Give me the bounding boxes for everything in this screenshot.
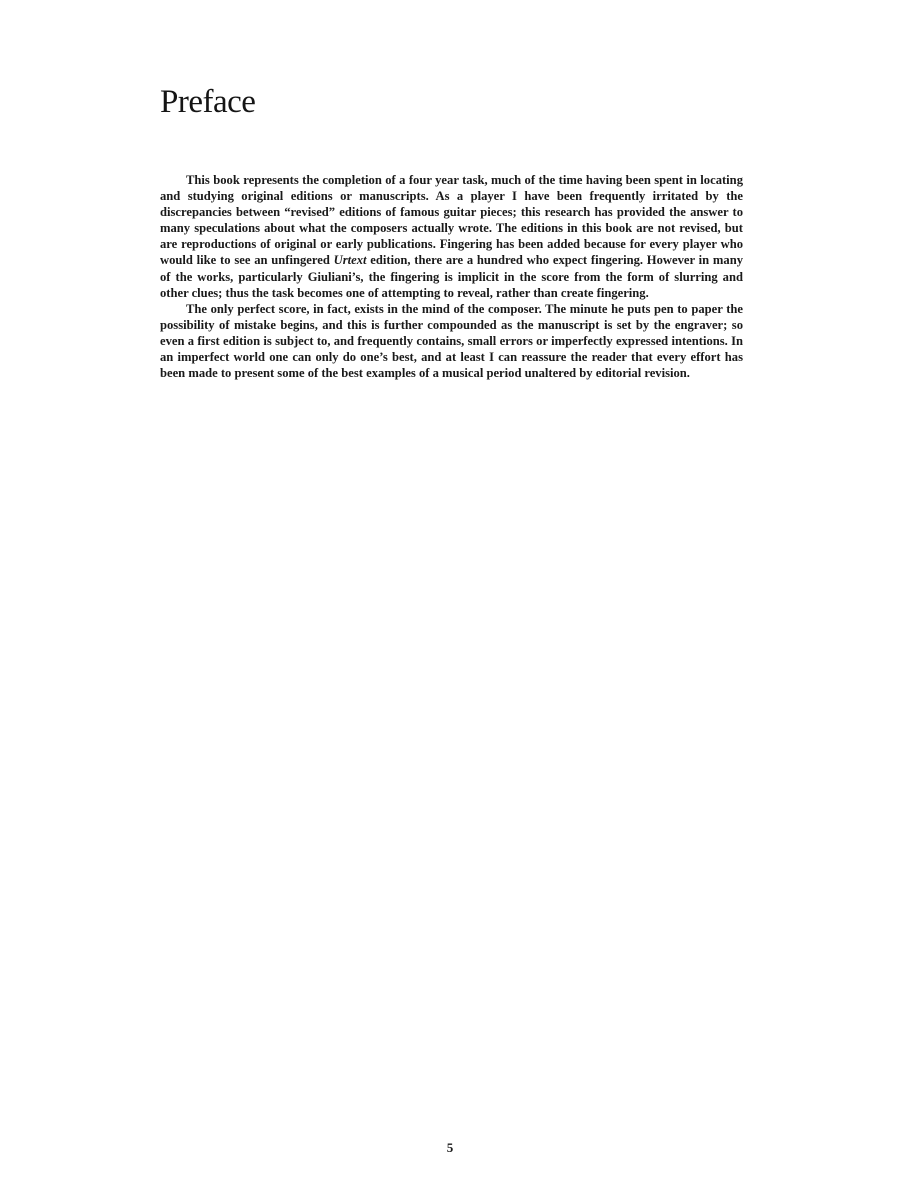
paragraph-2: The only perfect score, in fact, exists in the mind of the composer. The minute he puts pen to paper the possibility of mistake begins, and this is further compounded as the manuscript is set by the engraver; so even a first edition is subject to, and frequently contains, small errors or imperfectly expressed intentions. In an imperfect world one can only do one’s best, and at least I can reassure the reader that every effort has been made to present some of the best examples of a musical period unaltered by editorial revision. [160, 301, 743, 381]
paragraph-1-text-end: edition, there are a hundred who expect fingering. However in many of the works, particularly Giuliani’s, the fingering is implicit in the score from the form of slurring and other clues; thus the task becomes one of attempting to reveal, rather than create fingering. [160, 253, 743, 300]
page-number: 5 [446, 1140, 454, 1155]
paragraph-1 [160, 172, 743, 301]
paragraph-1-italic-urtext: Urtext [333, 253, 367, 268]
preface-body [160, 172, 743, 381]
page-title: Preface [160, 84, 256, 120]
paragraph-1-text-start: This book represents the completion of a four year task, much of the time having been spent in locating and studying original editions or manuscripts. As a player I have been frequently irritated by the discrepancies between “revised” editions of famous guitar pieces; this research has provided the answer to many speculations about what the composers actually wrote. The editions in this book are not revised, but are reproductions of original or early publications. Fingering has been added because for every player who would like to see an unfingered [160, 173, 743, 268]
